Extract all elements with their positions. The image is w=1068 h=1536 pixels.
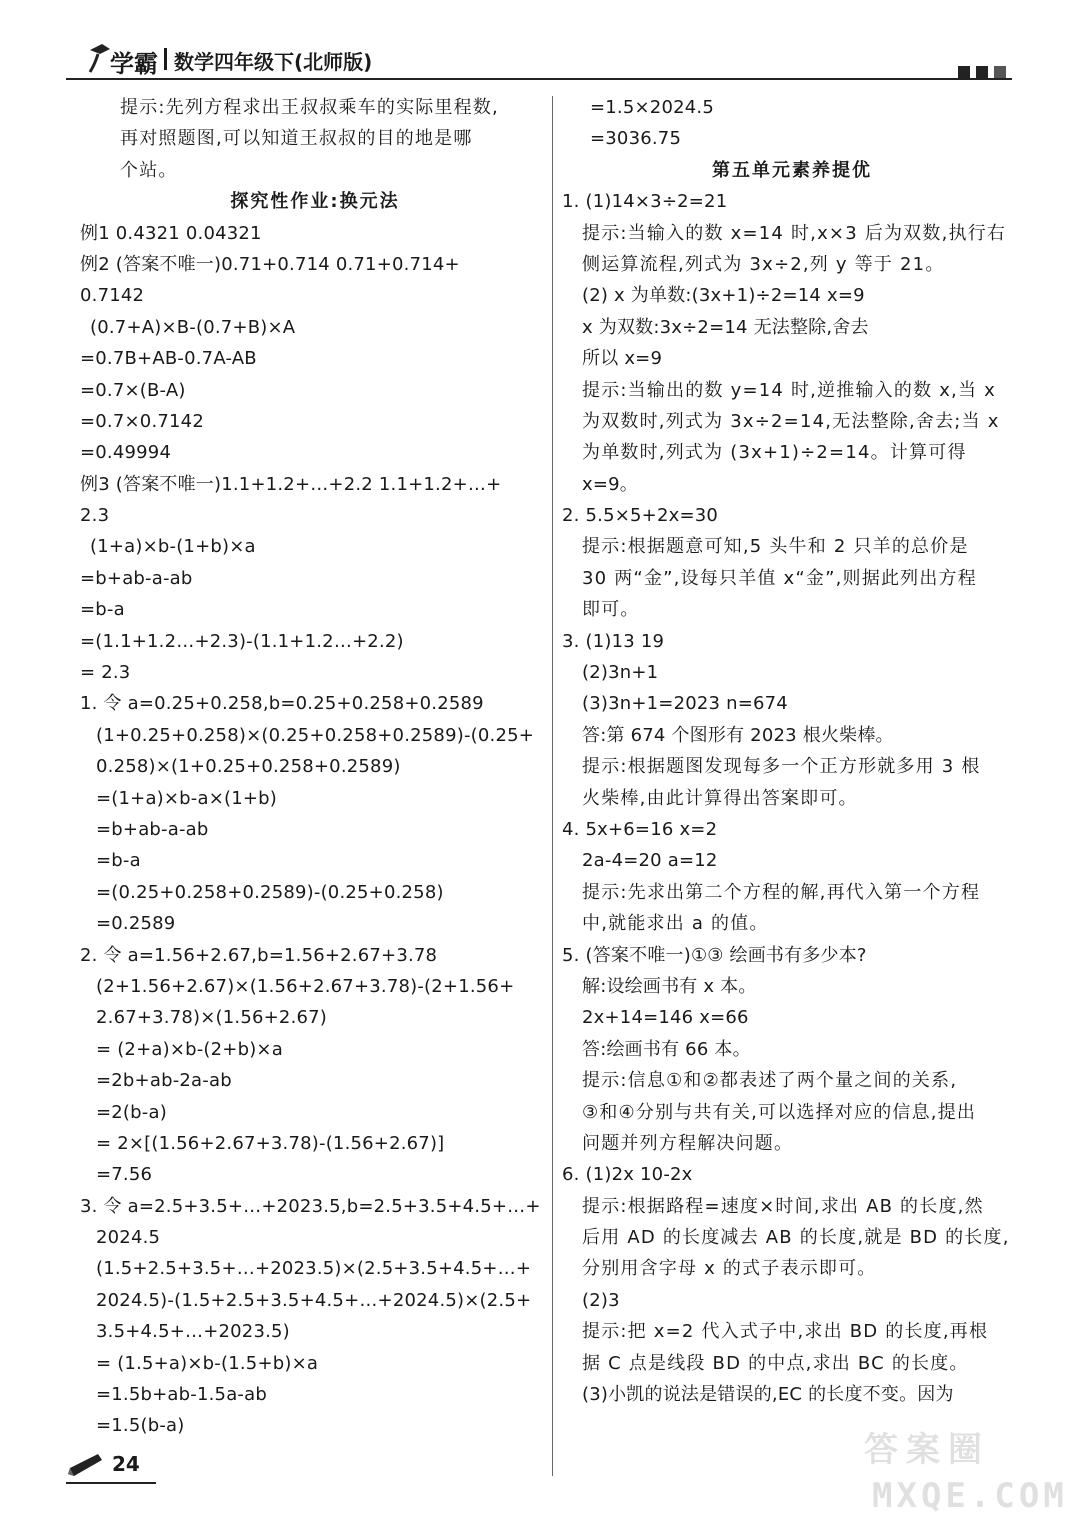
text-line: =b+ab-a-ab: [80, 567, 193, 589]
text-line: 5. (答案不唯一)①③ 绘画书有多少本?: [562, 944, 867, 966]
page-number: 24: [112, 1452, 140, 1476]
text-line: (2)3n+1: [582, 662, 659, 684]
text-line: 提示:根据路程=速度×时间,求出 AB 的长度,然: [582, 1195, 984, 1217]
text-line: = (2+a)×b-(2+b)×a: [96, 1038, 283, 1060]
text-line: 2x+14=146 x=66: [582, 1007, 749, 1029]
text-line: =0.2589: [96, 913, 176, 935]
text-line: (2)3: [582, 1289, 620, 1311]
header-square-icon: [976, 66, 988, 78]
text-line: = 2×[(1.56+2.67+3.78)-(1.56+2.67)]: [96, 1132, 445, 1154]
text-line: =b-a: [96, 850, 141, 872]
text-line: x=9。: [582, 473, 638, 495]
text-line: 2a-4=20 a=12: [582, 850, 718, 872]
text-line: 提示:信息①和②都表述了两个量之间的关系,: [582, 1070, 958, 1092]
text-line: 提示:当输入的数 x=14 时,x×3 后为双数,执行右: [582, 222, 1007, 244]
text-line: 提示:把 x=2 代入式子中,求出 BD 的长度,再根: [582, 1321, 989, 1343]
text-line: 后用 AD 的长度减去 AB 的长度,就是 BD 的长度,: [582, 1227, 1010, 1249]
text-line: 4. 5x+6=16 x=2: [562, 818, 718, 840]
text-line: =1.5b+ab-1.5a-ab: [96, 1384, 267, 1406]
text-line: =3036.75: [590, 128, 682, 150]
text-line: 1. 令 a=0.25+0.258,b=0.25+0.258+0.2589: [80, 693, 484, 715]
text-line: 分别用含字母 x 的式子表示即可。: [582, 1258, 877, 1280]
text-line: x 为双数:3x÷2=14 无法整除,舍去: [582, 316, 869, 338]
text-line: 答:绘画书有 66 本。: [582, 1038, 751, 1060]
text-line: 2.67+3.78)×(1.56+2.67): [96, 1007, 328, 1029]
section-heading: 第五单元素养提优: [712, 159, 872, 181]
watermark-url: MXQE.COM: [872, 1476, 1068, 1516]
text-line: =0.7×0.7142: [80, 410, 204, 432]
text-line: 即可。: [582, 599, 640, 621]
text-line: 中,就能求出 a 的值。: [582, 913, 769, 935]
text-line: 提示:先列方程求出王叔叔乘车的实际里程数,: [120, 97, 499, 118]
text-line: 个站。: [120, 159, 178, 181]
footer-rule: [66, 1482, 156, 1484]
header-rule: [66, 78, 1012, 80]
text-line: =0.7B+AB-0.7A-AB: [80, 348, 257, 370]
text-line: =0.7×(B-A): [80, 379, 186, 401]
page-footer: [66, 1450, 156, 1484]
text-line: =(1+a)×b-a×(1+b): [96, 787, 278, 809]
text-line: (3)3n+1=2023 n=674: [582, 693, 788, 715]
text-line: (2+1.56+2.67)×(1.56+2.67+3.78)-(2+1.56+: [96, 975, 515, 997]
text-line: 所以 x=9: [582, 348, 663, 370]
header-square-icon: [994, 66, 1006, 78]
section-heading: 探究性作业:换元法: [230, 191, 400, 213]
text-line: 3. (1)13 19: [562, 630, 665, 652]
text-line: (3)小凯的说法是错误的,EC 的长度不变。因为: [582, 1384, 954, 1406]
text-line: =7.56: [96, 1164, 153, 1186]
text-line: 火柴棒,由此计算得出答案即可。: [582, 787, 858, 809]
text-line: (1+a)×b-(1+b)×a: [90, 536, 256, 558]
text-line: (0.7+A)×B-(0.7+B)×A: [90, 316, 296, 338]
left-column: [80, 92, 550, 1442]
text-line: (2) x 为单数:(3x+1)÷2=14 x=9: [582, 285, 865, 307]
text-line: 30 两“金”,设每只羊值 x“金”,则据此列出方程: [582, 567, 977, 589]
text-line: 再对照题图,可以知道王叔叔的目的地是哪: [120, 128, 473, 150]
text-line: 例3 (答案不唯一)1.1+1.2+…+2.2 1.1+1.2+…+: [80, 473, 502, 495]
text-line: 2. 5.5×5+2x=30: [562, 505, 719, 527]
text-line: 3.5+4.5+…+2023.5): [96, 1321, 290, 1343]
text-line: 提示:先求出第二个方程的解,再代入第一个方程: [582, 881, 981, 903]
text-line: =1.5(b-a): [96, 1415, 185, 1437]
header-square-icon: [958, 66, 970, 78]
graduation-cap-icon: [88, 40, 110, 74]
text-line: 侧运算流程,列式为 3x÷2,列 y 等于 21。: [582, 253, 945, 275]
text-line: = 2.3: [80, 662, 131, 684]
text-line: 3. 令 a=2.5+3.5+…+2023.5,b=2.5+3.5+4.5+…+: [80, 1195, 541, 1217]
text-line: =2(b-a): [96, 1101, 167, 1123]
text-line: (1.5+2.5+3.5+…+2023.5)×(2.5+3.5+4.5+…+: [96, 1258, 532, 1280]
watermark-text: 答案圈: [864, 1430, 990, 1470]
book-title: 数学四年级下(北师版): [174, 50, 373, 74]
text-line: 提示:根据题图发现每多一个正方形就多用 3 根: [582, 756, 981, 778]
text-line: 提示:当输出的数 y=14 时,逆推输入的数 x,当 x: [582, 379, 996, 401]
text-line: = (1.5+a)×b-(1.5+b)×a: [96, 1352, 319, 1374]
text-line: 例1 0.4321 0.04321: [80, 222, 262, 244]
text-line: =b+ab-a-ab: [96, 818, 209, 840]
page-header: [66, 38, 1012, 78]
text-line: 解:设绘画书有 x 本。: [582, 975, 757, 997]
text-line: 例2 (答案不唯一)0.71+0.714 0.71+0.714+: [80, 253, 460, 275]
text-line: 1. (1)14×3÷2=21: [562, 191, 728, 213]
text-line: =b-a: [80, 599, 125, 621]
text-line: 提示:根据题意可知,5 头牛和 2 只羊的总价是: [582, 536, 969, 558]
text-line: (1+0.25+0.258)×(0.25+0.258+0.2589)-(0.25+: [96, 724, 535, 746]
text-line: 答:第 674 个图形有 2023 根火柴棒。: [582, 724, 894, 746]
pencil-icon: [66, 1454, 106, 1478]
text-line: =(1.1+1.2…+2.3)-(1.1+1.2…+2.2): [80, 630, 404, 652]
text-line: 2. 令 a=1.56+2.67,b=1.56+2.67+3.78: [80, 944, 438, 966]
text-line: 6. (1)2x 10-2x: [562, 1164, 693, 1186]
text-line: =2b+ab-2a-ab: [96, 1070, 232, 1092]
text-line: =1.5×2024.5: [590, 97, 714, 118]
right-column: [562, 92, 1022, 1410]
brand-logo-text: 学霸: [110, 50, 158, 78]
text-line: 0.258)×(1+0.25+0.258+0.2589): [96, 756, 401, 778]
text-line: 为双数时,列式为 3x÷2=14,无法整除,舍去;当 x: [582, 410, 1000, 432]
text-line: 2024.5: [96, 1227, 161, 1249]
text-line: 2024.5)-(1.5+2.5+3.5+4.5+…+2024.5)×(2.5+: [96, 1289, 532, 1311]
text-line: =(0.25+0.258+0.2589)-(0.25+0.258): [96, 881, 444, 903]
text-line: 2.3: [80, 505, 110, 527]
header-separator: [164, 48, 167, 70]
text-line: ③和④分别与共有关,可以选择对应的信息,提出: [582, 1101, 977, 1123]
text-line: 问题并列方程解决问题。: [582, 1132, 794, 1154]
text-line: 据 C 点是线段 BD 的中点,求出 BC 的长度。: [582, 1352, 969, 1374]
text-line: 0.7142: [80, 285, 145, 307]
column-divider: [552, 96, 553, 1476]
text-line: =0.49994: [80, 442, 172, 464]
text-line: 为单数时,列式为 (3x+1)÷2=14。计算可得: [582, 442, 967, 464]
